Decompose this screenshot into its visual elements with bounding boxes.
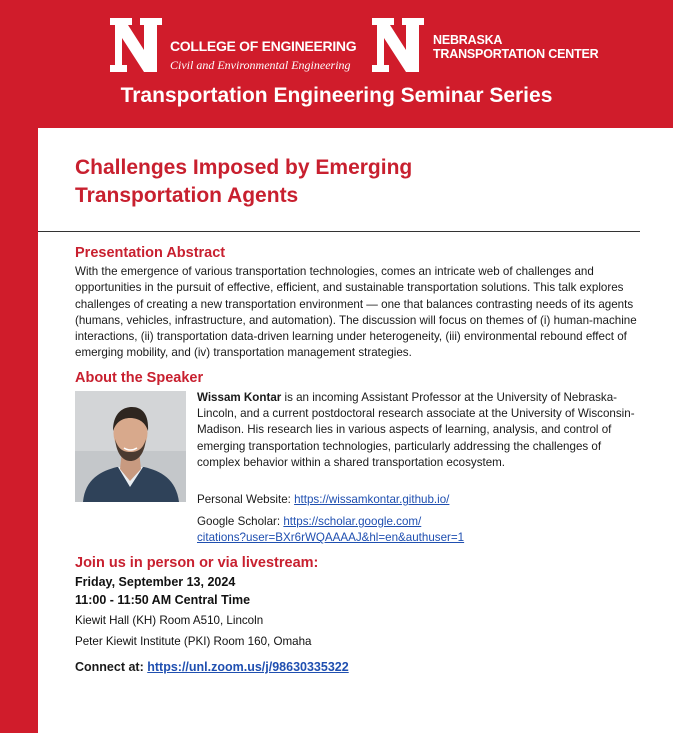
google-scholar-label: Google Scholar:: [197, 515, 284, 528]
talk-title: [75, 154, 412, 210]
talk-title-line1: Challenges Imposed by Emerging: [75, 156, 413, 179]
personal-website-line: [197, 492, 645, 508]
google-scholar-link-part1[interactable]: https://scholar.google.com/: [283, 515, 422, 528]
connect-line: [75, 660, 349, 674]
speaker-heading: About the Speaker: [75, 370, 204, 386]
google-scholar-link-part2[interactable]: citations?user=BXr6rWQAAAAJ&hl=en&authuser=1: [197, 531, 465, 545]
personal-website-link[interactable]: https://wissamkontar.github.io/: [294, 493, 450, 506]
event-date: Friday, September 13, 2024: [75, 575, 236, 589]
divider: [38, 231, 640, 232]
google-scholar-line: [197, 514, 645, 546]
event-location-lincoln: Kiewit Hall (KH) Room A510, Lincoln: [75, 614, 264, 627]
speaker-bio: [197, 390, 645, 471]
seminar-series-title: Transportation Engineering Seminar Series: [120, 84, 553, 107]
event-location-omaha: Peter Kiewit Institute (PKI) Room 160, Omaha: [75, 635, 312, 648]
college-name: COLLEGE OF ENGINEERING: [170, 38, 357, 54]
abstract-heading: Presentation Abstract: [75, 245, 226, 261]
event-time: 11:00 - 11:50 AM Central Time: [75, 593, 251, 607]
abstract-text: With the emergence of various transportation technologies, comes an intricate web of challenges and opportunities in the pursuit of effective, efficient, and sustainable transportation solutions. This talk explores challenges of creating a new transportation environment — one that balances contrasting needs of its agents (humans, vehicles, infrastructure, and automation). The discussion will focus on themes of (i) human-machine interactions, (ii) transportation data-driven learning under heterogeneity, (iii) environmental rebound effect of emerging mobility, and (iv) transportation management strategies.: [75, 265, 637, 360]
left-red-bar: [0, 128, 38, 733]
speaker-photo: [75, 391, 186, 502]
speaker-bio-text: is an incoming Assistant Professor at the University of Nebraska-Lincoln, and a current postdoctoral research associate at the University of Wisconsin-Madison. His research lies in various aspects of learning, analysis, and control of emerging transportation technologies, particularly addressing the challenges of complex behavior within a shared transportation ecosystem.: [197, 391, 635, 469]
personal-website-label: Personal Website:: [197, 493, 295, 506]
center-name-line2: TRANSPORTATION CENTER: [433, 47, 599, 61]
nebraska-n-logo-icon: [370, 16, 426, 74]
department-name: Civil and Environmental Engineering: [170, 58, 351, 72]
center-name-line1: NEBRASKA: [433, 33, 503, 47]
nebraska-n-logo-icon: [108, 16, 164, 74]
zoom-link[interactable]: https://unl.zoom.us/j/98630335322: [147, 660, 349, 674]
speaker-name: Wissam Kontar: [197, 391, 282, 404]
join-heading: Join us in person or via livestream:: [75, 555, 319, 571]
connect-label: Connect at:: [75, 660, 148, 674]
talk-title-line2: Transportation Agents: [75, 184, 299, 207]
